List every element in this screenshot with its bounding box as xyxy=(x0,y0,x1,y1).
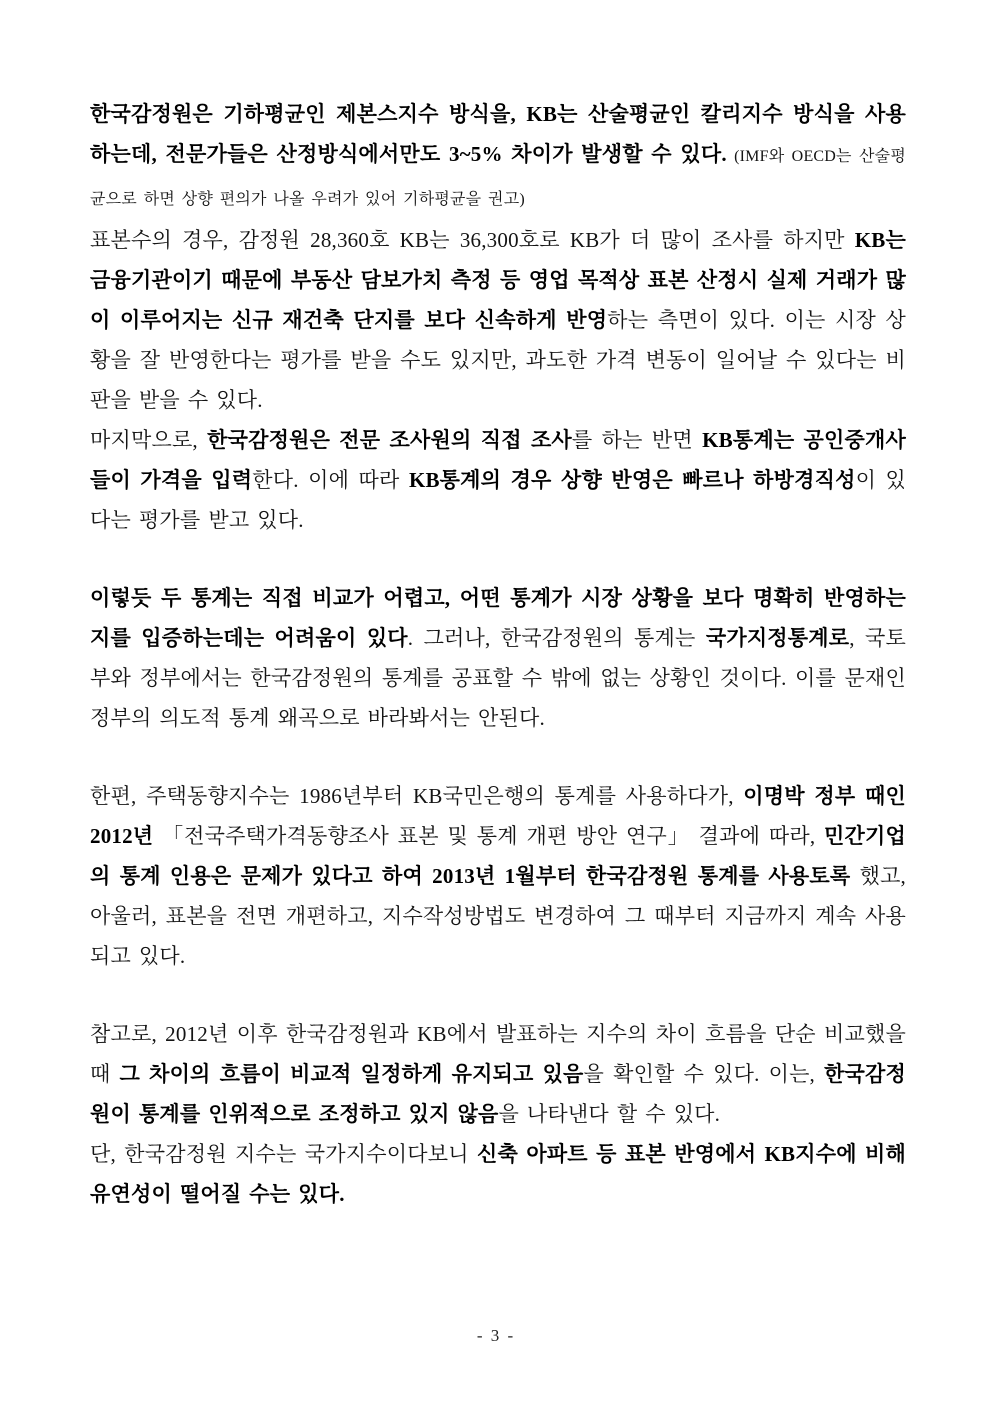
paragraph-comparison-difficulty xyxy=(90,578,906,738)
page-number: - 3 - xyxy=(476,1326,516,1345)
text-run: 한국감정원이 통계를 인위적으로 조정하고 있지 않음 xyxy=(90,1062,907,1126)
text-run: . 그러나, 한국감정원의 통계는 xyxy=(407,626,706,650)
text-run-note: (IMF와 OECD는 산술평균으로 하면 상향 편의가 나올 우려가 있어 기하평균을 권고) xyxy=(90,148,906,208)
text-run: 그 차이의 흐름이 비교적 일정하게 유지되고 있음 xyxy=(119,1062,584,1086)
text-run: 한국감정원은 기하평균인 제본스지수 방식을, KB는 산술평균인 칼리지수 방식을 사용하는데, 전문가들은 산정방식에서만도 3~5% 차이가 발생할 수 있다. xyxy=(90,102,906,166)
text-run: 「전국주택가격동향조사 표본 및 통계 개편 방안 연구」 결과에 따라, xyxy=(153,824,825,848)
text-run: 한다. 이에 따라 xyxy=(252,468,409,492)
text-run: , 국토부와 정부에서는 한국감정원의 통계를 공표할 수 밖에 없는 상황인 것이다. 이를 문재인 정부의 의도적 통계 왜곡으로 바라봐서는 안된다. xyxy=(90,626,907,730)
paragraph-statistics-history xyxy=(90,776,906,976)
text-run: 을 확인할 수 있다. 이는, xyxy=(583,1062,825,1086)
paragraph-sample-count xyxy=(90,220,906,420)
text-run: 표본수의 경우, 감정원 28,360호 KB는 36,300호로 KB가 더 많이 조사를 하지만 xyxy=(90,228,855,252)
text-run: KB는 금융기관이기 때문에 부동산 담보가치 측정 등 영업 목적상 표본 산정시 실제 거래가 많이 이루어지는 신규 재건축 단지를 보다 신속하게 반영 xyxy=(90,228,906,332)
text-run: 이 있다는 평가를 받고 있다. xyxy=(90,468,906,532)
text-run: 를 하는 반면 xyxy=(571,428,703,452)
text-run: KB통계의 경우 상향 반영은 빠르나 하방경직성 xyxy=(408,468,856,492)
text-run: 단, 한국감정원 지수는 국가지수이다보니 xyxy=(90,1142,478,1166)
text-run: 마지막으로, xyxy=(90,428,208,452)
page-footer xyxy=(0,1326,992,1346)
text-run: 한국감정원은 전문 조사원의 직접 조사 xyxy=(207,428,572,452)
text-run: 국가지정통계로 xyxy=(705,626,850,650)
paragraph-index-difference xyxy=(90,1014,906,1134)
text-run: 민간기업의 통계 인용은 문제가 있다고 하여 2013년 1월부터 한국감정원 통계를 사용토록 xyxy=(90,824,906,888)
document-body xyxy=(90,94,906,1214)
paragraph-survey-method xyxy=(90,420,906,540)
text-run: KB통계는 공인중개사들이 가격을 입력 xyxy=(90,428,906,492)
text-run: 했고, 아울러, 표본을 전면 개편하고, 지수작성방법도 변경하여 그 때부터 지금까지 계속 사용되고 있다. xyxy=(90,864,907,968)
text-run: 이렇듯 두 통계는 직접 비교가 어렵고, 어떤 통계가 시장 상황을 보다 명확히 반영하는지를 입증하는데는 어려움이 있다 xyxy=(90,586,906,650)
text-run: 신축 아파트 등 표본 반영에서 KB지수에 비해 유연성이 떨어질 수는 있다. xyxy=(90,1142,907,1206)
text-run: 참고로, 2012년 이후 한국감정원과 KB에서 발표하는 지수의 차이 흐름을 단순 비교했을 때 xyxy=(90,1022,906,1086)
paragraph-calculation-method xyxy=(90,94,906,220)
text-run: 한편, 주택동향지수는 1986년부터 KB국민은행의 통계를 사용하다가, xyxy=(90,784,744,808)
paragraph-flexibility-caveat xyxy=(90,1134,906,1214)
text-run: 하는 측면이 있다. 이는 시장 상황을 잘 반영한다는 평가를 받을 수도 있지만, 과도한 가격 변동이 일어날 수 있다는 비판을 받을 수 있다. xyxy=(90,308,907,412)
text-run: 을 나타낸다 할 수 있다. xyxy=(498,1102,721,1126)
text-run: 이명박 정부 때인 2012년 xyxy=(90,784,906,848)
